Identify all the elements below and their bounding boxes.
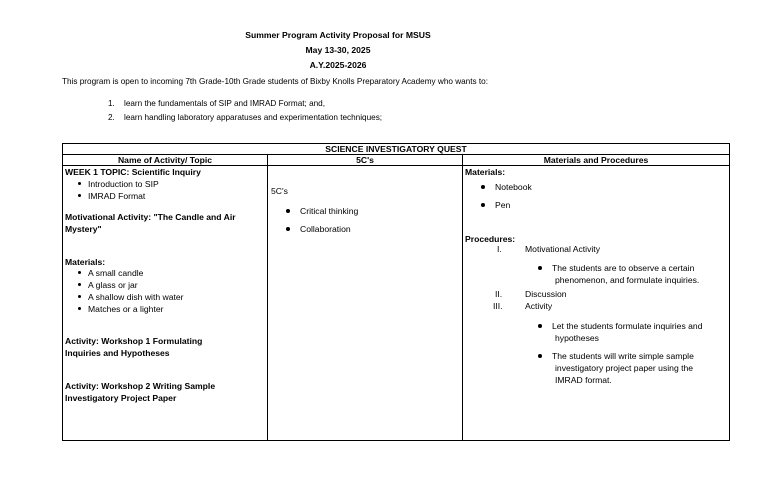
procedure-step: Activity: [525, 301, 553, 311]
list-item: A glass or jar: [78, 280, 138, 290]
list-item: A shallow dish with water: [78, 292, 184, 302]
list-item-cont: investigatory project paper using the: [555, 363, 694, 373]
five-cs-label: 5C's: [271, 186, 288, 196]
list-item: Notebook: [481, 182, 532, 192]
column-header-activity: Name of Activity/ Topic: [63, 155, 268, 166]
list-item-cont: phenomenon, and formulate inquiries.: [555, 275, 700, 285]
list-item: Let the students formulate inquiries and: [538, 321, 702, 331]
quest-table: [62, 143, 730, 441]
bullet-icon: [286, 227, 290, 231]
materials-procedures-cell: [463, 166, 730, 441]
bullet-icon: [538, 324, 542, 328]
list-item: Critical thinking: [286, 206, 358, 216]
goal-number: 2.: [108, 113, 115, 122]
goal-item: [108, 113, 382, 122]
column-header-materials-procedures: Materials and Procedures: [463, 155, 730, 166]
bullet-icon: [78, 295, 81, 298]
list-item: Pen: [481, 200, 510, 210]
document-title: Summer Program Activity Proposal for MSUS: [245, 30, 431, 40]
procedure-step: Motivational Activity: [525, 244, 600, 254]
bullet-icon: [481, 203, 485, 207]
procedures-label: Procedures:: [465, 234, 516, 244]
goal-item: [108, 99, 325, 108]
activity-cell: [63, 166, 268, 441]
workshop-2-title-cont: Investigatory Project Paper: [65, 393, 177, 403]
list-item: The students are to observe a certain: [538, 263, 694, 273]
workshop-1-title-cont: Inquiries and Hypotheses: [65, 348, 170, 358]
list-item-cont: IMRAD format.: [555, 375, 612, 385]
list-item: The students will write simple sample: [538, 351, 694, 361]
bullet-icon: [286, 209, 290, 213]
workshop-1-title: Activity: Workshop 1 Formulating: [65, 336, 203, 346]
procedure-number: III.: [493, 301, 503, 311]
bullet-icon: [78, 307, 81, 310]
bullet-icon: [78, 182, 81, 185]
list-item: Matches or a lighter: [78, 304, 163, 314]
list-item: A small candle: [78, 268, 143, 278]
materials-label: Materials:: [65, 257, 106, 267]
table-title: SCIENCE INVESTIGATORY QUEST: [63, 144, 730, 155]
bullet-icon: [78, 194, 81, 197]
bullet-icon: [481, 185, 485, 189]
list-item: Collaboration: [286, 224, 351, 234]
list-item: IMRAD Format: [78, 191, 145, 201]
procedure-step: Discussion: [525, 289, 567, 299]
bullet-icon: [78, 283, 81, 286]
program-dates: May 13-30, 2025: [305, 45, 371, 55]
motivational-activity-title-cont: Mystery": [65, 224, 102, 234]
column-header-5cs: 5C's: [268, 155, 463, 166]
week-topic: WEEK 1 TOPIC: Scientific Inquiry: [65, 167, 201, 177]
list-item-cont: hypotheses: [555, 333, 599, 343]
goal-text: learn the fundamentals of SIP and IMRAD Format; and,: [124, 99, 326, 108]
five-cs-cell: [268, 166, 463, 441]
motivational-activity-title: Motivational Activity: "The Candle and Air: [65, 212, 236, 222]
bullet-icon: [538, 266, 542, 270]
procedure-number: II.: [495, 289, 503, 299]
procedure-number: I.: [497, 244, 502, 254]
list-item: Introduction to SIP: [78, 179, 159, 189]
workshop-2-title: Activity: Workshop 2 Writing Sample: [65, 381, 216, 391]
goal-text: learn handling laboratory apparatuses and experimentation techniques;: [124, 113, 383, 122]
materials-label: Materials:: [465, 167, 506, 177]
goal-number: 1.: [108, 99, 115, 108]
bullet-icon: [78, 271, 81, 274]
bullet-icon: [538, 354, 542, 358]
academic-year: A.Y.2025-2026: [309, 60, 367, 70]
intro-text: This program is open to incoming 7th Grade-10th Grade students of Bixby Knolls Preparatory Academy who wants to:: [62, 77, 488, 86]
